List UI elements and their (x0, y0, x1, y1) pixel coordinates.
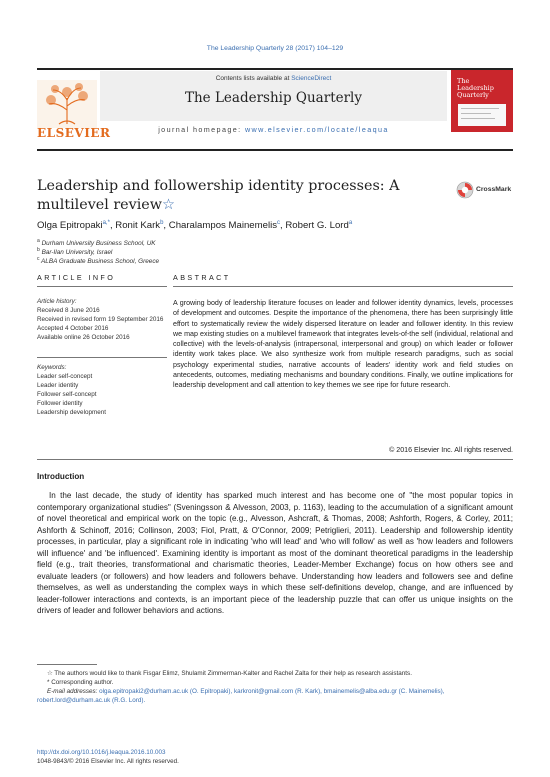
author-affiliation-mark[interactable]: c (277, 220, 281, 226)
doi-link[interactable]: http://dx.doi.org/10.1016/j.leaqua.2016.10.003 (37, 749, 166, 756)
author-affiliation-mark[interactable]: b (160, 220, 164, 226)
journal-homepage: journal homepage: www.elsevier.com/locate/leaqua (158, 125, 389, 134)
introduction-text: In the last decade, the study of identity has sparked much interest and has become one of "the most popular topics in contemporary organizational studies" (Sveningsson & Alvesson, 2003, p. 1163), leading to the accumulation of a significant amount of novel theoretical and empirical work on the topic (e.g., Alvesson, Ashcraft, & Thomas, 2008; Ashforth, Rogers, & Corley, 2011; Ashforth & Schinoff, 2016; Collinson, 2003; Fiol, Pratt, & O'Connor, 2009; Petriglieri, 2011). Leadership and followership identity processes, in particular, play a significant role in indicating 'who will lead' and 'who will follow' as well as 'how leaders and followers will influence' and 'be influenced'. Examining identity is important as most of the dominant theoretical paradigms in the leadership field (e.g., trait theories, transformational and charismatic theories, Leader-Member Exchange) focus on how others see and evaluate leaders (or followers) and how leaders and followers behave. Understanding how leaders and followers see and define themselves, as well as understanding the complex ways in which these self-definitions develop, change, and are influenced by leader-follower interactions and contexts, is an important piece of the leadership puzzle that can offer us unique insights on the drivers of leader and follower behaviors and actions. (37, 491, 513, 615)
publisher-logo-text: ELSEVIER (37, 126, 111, 140)
history-entry: Available online 26 October 2016 (37, 334, 130, 341)
author-name: Olga Epitropaki (37, 220, 103, 232)
abstract-rule (173, 286, 513, 287)
article-title: Leadership and followership identity processes: A multilevel review☆ (37, 178, 400, 213)
crossmark-label: CrossMark (476, 186, 512, 193)
masthead-top-rule (37, 68, 513, 70)
keyword: Leader identity (37, 382, 79, 389)
author-name: Robert G. Lord (285, 220, 349, 232)
footnote-rule (37, 664, 97, 665)
acknowledgement-footnote: ☆ The authors would like to thank Fisgar Elimz, Shulamit Zimmerman-Kalter and Rachel Zalta for their help as research assistants. (47, 670, 412, 677)
cover-line (461, 113, 491, 114)
author-name: Ronit Kark (115, 220, 161, 232)
title-footnote-mark[interactable]: ☆ (162, 196, 175, 213)
crossmark-badge[interactable] (456, 181, 512, 199)
cover-line (461, 118, 495, 119)
affiliation: $^c$ ALBA Graduate Business School, Greece (37, 256, 160, 266)
sciencedirect-link[interactable]: ScienceDirect (291, 75, 332, 82)
keywords-rule (37, 357, 167, 358)
article-info-rule (37, 286, 167, 287)
article-history (37, 297, 167, 342)
author-list: Olga Epitropaki$^{a,*}$, Ronit Kark$^b$, Charalampos Mainemelis$^c$, Robert G. Lord$^a$ (37, 220, 353, 232)
history-entry: Accepted 4 October 2016 (37, 325, 109, 332)
email-footnote: E-mail addresses: olga.epitropaki2@durham.ac.uk (O. Epitropaki), karkronit@gmail.com (R. Kark), bmainemelis@alba.edu.gr (C. Mainemelis), robert.lord@durham.ac.uk (R.G. Lord). (37, 688, 445, 704)
history-label: Article history: (37, 298, 77, 305)
corresponding-author-footnote: * Corresponding author. (47, 679, 114, 686)
masthead-bottom-rule (37, 149, 513, 151)
abstract-copyright: © 2016 Elsevier Inc. All rights reserved. (389, 446, 513, 454)
author-affiliation-mark[interactable]: a,* (102, 220, 110, 226)
keywords-label: Keywords: (37, 364, 67, 371)
abstract-bottom-rule (37, 459, 513, 460)
crossmark-icon (456, 181, 474, 199)
email-addresses[interactable]: olga.epitropaki2@durham.ac.uk (O. Epitropaki), karkronit@gmail.com (R. Kark), bmainemelis@alba.edu.gr (C. Mainemelis), robert.lord@durham.ac.uk (R.G. Lord). (37, 688, 445, 704)
elsevier-tree-logo (37, 80, 97, 128)
keyword: Leader self-concept (37, 373, 93, 380)
introduction-heading: Introduction (37, 472, 85, 481)
affiliation: $^b$ Bar-Ilan University, Israel (37, 247, 113, 257)
article-info-heading: ARTICLE INFO (37, 273, 116, 282)
author-name: Charalampos Mainemelis (168, 220, 278, 232)
journal-masthead (100, 71, 447, 121)
history-entry: Received 8 June 2016 (37, 307, 100, 314)
cover-title: The Leadership Quarterly (457, 77, 494, 99)
history-entry: Received in revised form 19 September 2016 (37, 316, 164, 323)
journal-cover-thumbnail (451, 70, 513, 132)
abstract-text: A growing body of leadership literature focuses on leader and follower identity dynamics, levels, processes of development and outcomes. Despite the importance of the phenomena, there has been surprisingly little effort to systematically review the widely dispersed literature on leader and follower identity. In this review we map existing studies on a multilevel framework that integrates levels-of-the self (individual, relational and collective) with the levels-of-analysis (intrapersonal, interpersonal and group) on which leader or follower identity work takes place. We also synthesize work from multiple research paradigms, such as social psychology experimental studies, narrative accounts of leaders' identity work and field studies on antecedents, outcomes, mediating mechanisms and boundary conditions. Finally, we outline implications for leadership development and call attention to key themes we see ripe for future research. (173, 299, 513, 390)
contents-available: Contents lists available at ScienceDirect (215, 75, 332, 82)
issn-copyright: 1048-9843/© 2016 Elsevier Inc. All rights reserved. (37, 758, 179, 765)
keywords (37, 363, 167, 417)
running-head[interactable]: The Leadership Quarterly 28 (2017) 104–129 (206, 45, 344, 52)
journal-title: The Leadership Quarterly (184, 90, 363, 106)
keyword: Leadership development (37, 409, 106, 416)
journal-homepage-link[interactable]: www.elsevier.com/locate/leaqua (244, 125, 389, 134)
keyword: Follower self-concept (37, 391, 97, 398)
affiliation: $^a$ Durham University Business School, UK (37, 238, 156, 248)
author-affiliation-mark[interactable]: a (348, 220, 353, 226)
abstract-heading: ABSTRACT (173, 273, 231, 282)
cover-line (461, 108, 499, 109)
keyword: Follower identity (37, 400, 83, 407)
